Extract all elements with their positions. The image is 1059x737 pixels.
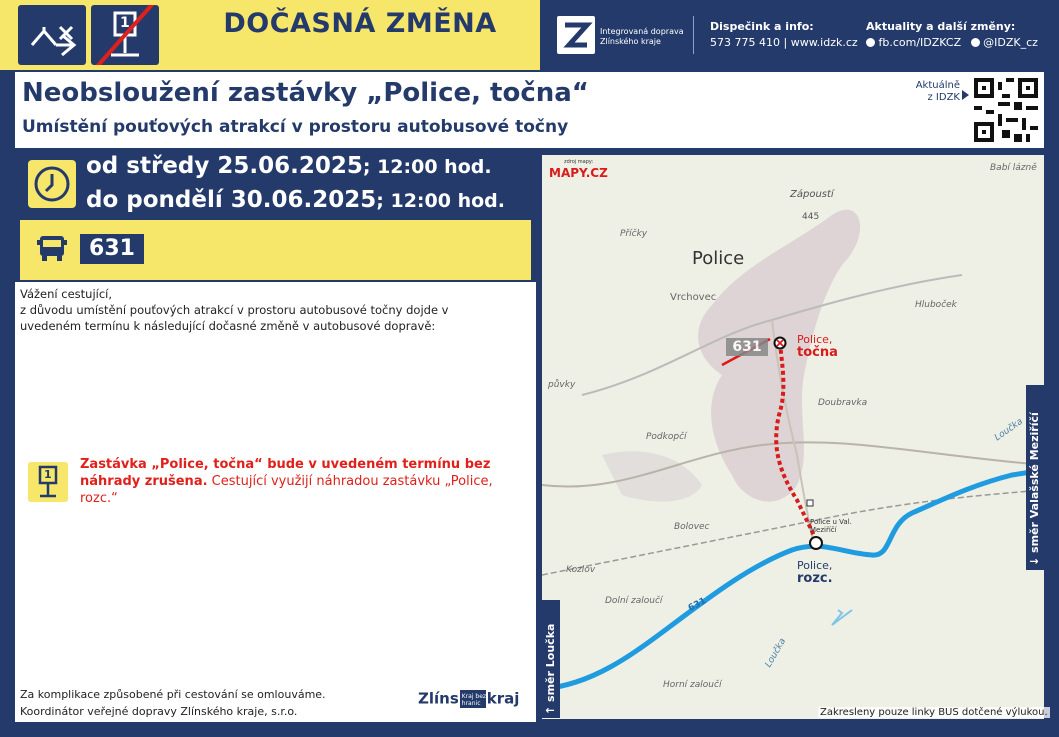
qr-code-icon[interactable] [974,78,1038,142]
map-stop-label-tocna: Police, točna [797,333,838,360]
map-label-alt: 445 [802,212,820,222]
header-divider [693,16,694,54]
map-panel[interactable] [542,155,1044,719]
map-credit: Zakresleny pouze linky BUS dotčené výlukou. [820,707,1048,718]
map-label-bolovec: Bolovec [674,522,710,532]
map-label-vrchovec: Vrchovec [670,292,717,303]
footer-text: Za komplikace způsobené při cestování se omlouváme. Koordinátor veřejné dopravy Zlínského kraje, s.r.o. [20,688,326,718]
page-heading: DOČASNÁ ZMĚNA [223,8,497,39]
qr-caption: Aktuálně z IDZK [915,80,960,103]
map-label-horni: Horní zaloučí [663,680,722,690]
map-label-pricky: Příčky [620,229,648,239]
map-label-village: Police [692,248,745,269]
direction-left-label: ↑ směr Loučka [544,623,557,715]
direction-right-label: ↓ směr Valašské Meziříčí [1028,412,1041,566]
notice-subtitle: Umístění pouťových atrakcí v prostoru autobusové točny [22,117,569,137]
map-label-podkopci: Podkopčí [646,432,687,442]
zlinsky-kraj-logo: Zlíns Kraj bez hranic kraj [418,689,520,708]
x-link[interactable]: @IDZK_cz [983,36,1038,49]
news-info: Aktuality a další změny: fb.com/IDZKCZ @IDZK_cz [866,20,1038,49]
railway [542,490,1044,575]
stop-icon-number: 1 [120,15,130,31]
dispatch-phone[interactable]: 573 775 410 [710,36,780,49]
bus-route-line [542,470,1044,689]
map-label-train-stop: Police u Val. Meziříčí [810,518,852,534]
dispatch-info: Dispečink a info: 573 775 410 | www.idzk.cz [710,20,858,49]
clock-icon [28,160,76,208]
map-canvas [542,155,1044,719]
dispatch-web-link[interactable]: www.idzk.cz [790,36,858,49]
date-from: od středy 25.06.2025; 12:00 hod. [86,153,492,179]
bus-icon [36,234,68,268]
map-label-dubravka: Doubravka [818,398,868,408]
notice-title: Neobsloužení zastávky „Police, točna“ [22,78,589,108]
facebook-icon [866,38,875,47]
map-source-small: zdroj mapy: [564,159,594,165]
creek [832,610,852,625]
map-label-loucka-river: Loučka [993,416,1025,444]
mapy-cz-logo: MAPY.CZ [549,166,608,180]
detour-icon [18,5,86,65]
map-label-hlubocek: Hluboček [915,300,957,310]
org-name: Integrovaná doprava Zlínského kraje [600,27,684,46]
map-label-loucka-creek: Loučka [763,636,789,670]
date-to: do pondělí 30.06.2025; 12:00 hod. [86,187,505,213]
arrow-right-icon [962,90,969,100]
map-label-zapousti: Zápoustí [790,189,834,200]
train-stop-icon [807,500,813,506]
map-route-label: 631 [686,596,709,614]
line-number-badge: 631 [80,234,144,264]
x-icon [971,38,980,47]
settlement-area-west [602,451,702,501]
stop-cancelled-notice: Zastávka „Police, točna“ bude v uvedeném termínu bez náhrady zrušena. Cestující využijí náhradou zastávku „Police, rozc.“ [80,457,493,506]
idzk-logo [557,16,595,54]
map-line-badge-crossed: 631 [726,338,768,356]
bus-stop-icon [28,462,68,502]
map-label-kozlov: Kozlov [566,565,596,575]
map-label-dolni: Dolní zaloučí [605,596,663,606]
bus-stop-icon-number: 1 [44,468,52,481]
map-stop-label-rozc: Police, rozc. [797,559,833,586]
stop-cancelled-icon [91,5,159,65]
stop-marker-rozc[interactable] [810,537,822,549]
map-label-pouvky: půvky [548,380,576,390]
facebook-link[interactable]: fb.com/IDZKCZ [878,36,962,49]
map-label-babi: Babí lázně [990,163,1037,173]
notice-body: Vážení cestující, z důvodu umístění pouťových atrakcí v prostoru autobusové točny dojde v uvedeném termínu k následující dočasné změně v autobusové dopravě: [20,287,449,333]
